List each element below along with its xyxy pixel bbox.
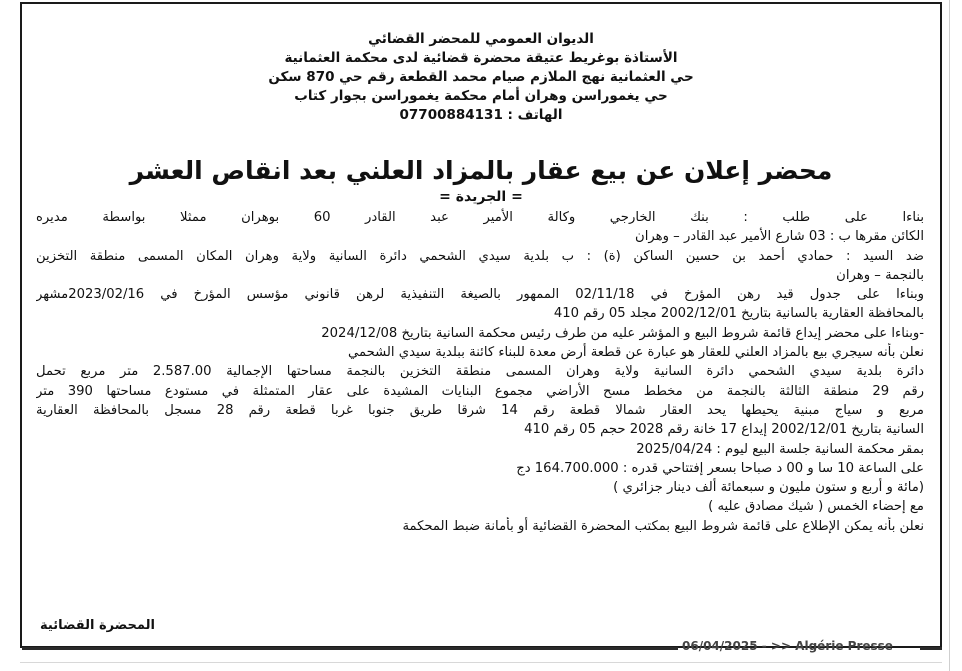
page-bottom-edge — [20, 662, 942, 663]
body-line: مع إحضاء الخمس ( شيك مصادق عليه ) — [708, 499, 924, 515]
signature: المحضرة القضائية — [40, 618, 155, 633]
body-line: بالنجمة – وهران — [836, 267, 924, 283]
footer — [0, 637, 962, 659]
header-bailiff-name: الأستاذة بوغريط عتيقة محضرة قضائية لدى محكمة العثمانية — [284, 50, 678, 66]
footer-rule-left — [22, 647, 678, 650]
body-line: رقم 29 منطقة الثالثة بالنجمة من مخطط مسح الأراضي مجموع البنايات المشيدة على عقار المتمثلة في مستودع مساحتها 390 متر — [36, 383, 924, 399]
body-line: وبناءا على جدول قيد رهن المؤرخ في 02/11/18 الممهور بالصيغة التنفيذية لرهن قانوني مؤسس المؤرخ في 2023/02/16مشهر — [36, 287, 924, 303]
body-line: ضد السيد : حمادي أحمد بن حسين الساكن (ة) : ب بلدية سيدي الشحمي دائرة السانية ولاية وهران المكان المسمى منطقة التخزين — [36, 248, 924, 264]
notice-header — [60, 30, 902, 125]
body-line: بمقر محكمة السانية جلسة البيع ليوم : 2025/04/24 — [636, 441, 924, 457]
body-line: السانية بتاريخ 2002/12/01 إيداع 17 خانة رقم 2028 حجم 05 رقم 410 — [524, 422, 924, 438]
header-address-1: حي العثمانية نهج الملازم صيام محمد القطعة رقم حي 870 سكن — [268, 69, 694, 85]
body-line: بناءا على طلب : بنك الخارجي وكالة الأمير عبد القادر 60 بوهران ممثلا بواسطة مديره — [36, 210, 924, 225]
body-line: (مائة و أربع و ستون مليون و سبعمائة ألف دينار جزائري ) — [613, 480, 924, 496]
notice-subtitle: = الجريدة = — [439, 189, 523, 205]
page-edge — [949, 0, 956, 671]
notice-body — [36, 208, 924, 536]
footer-rule-right — [920, 647, 942, 650]
header-address-2: حي يغموراسن وهران أمام محكمة يغموراسن بجوار كتاب — [294, 88, 668, 104]
footer-credit: 06/04/2025 - >> Algérie Presse — [682, 639, 893, 653]
body-line: -وبناءا على محضر إيداع قائمة شروط البيع و المؤشر عليه من طرف رئيس محكمة السانية بتاريخ 2024/12/08 — [321, 325, 924, 341]
body-line: مربع و سياج مبنية يحيطها يحد العقار شمالا قطعة رقم 14 شرقا طريق جنوبا غربا قطعة رقم 28 مسجل بالمحافظة العقارية — [36, 402, 924, 418]
body-line: بالمحافظة العقارية بالسانية بتاريخ 2002/12/01 مجلد 05 رقم 410 — [553, 306, 924, 322]
body-line: نعلن بأنه سيجري بيع بالمزاد العلني للعقار هو عبارة عن قطعة أرض معدة للبناء كائنة ببلدية سيدي الشحمي — [348, 345, 924, 361]
header-phone: الهاتف : 07700884131 — [399, 107, 563, 123]
body-line: نعلن بأنه يمكن الإطلاع على قائمة شروط البيع بمكتب المحضرة القضائية أو بأمانة ضبط المحكمة — [402, 518, 924, 534]
body-line: دائرة بلدية سيدي الشحمي دائرة السانية ولاية وهران المسمى منطقة التخزين بالنجمة مساحتها الإجمالية 2.587.00 متر مربع تحمل — [36, 364, 924, 380]
notice-title: محضر إعلان عن بيع عقار بالمزاد العلني بعد انقاص العشر — [129, 156, 833, 185]
header-office: الديوان العمومي للمحضر القضائي — [368, 31, 594, 47]
body-line: الكائن مقرها ب : 03 شارع الأمير عبد القادر – وهران — [635, 229, 924, 245]
body-line: على الساعة 10 سا و 00 د صباحا بسعر إفتتاحي قدره : 164.700.000 دج — [516, 460, 924, 476]
